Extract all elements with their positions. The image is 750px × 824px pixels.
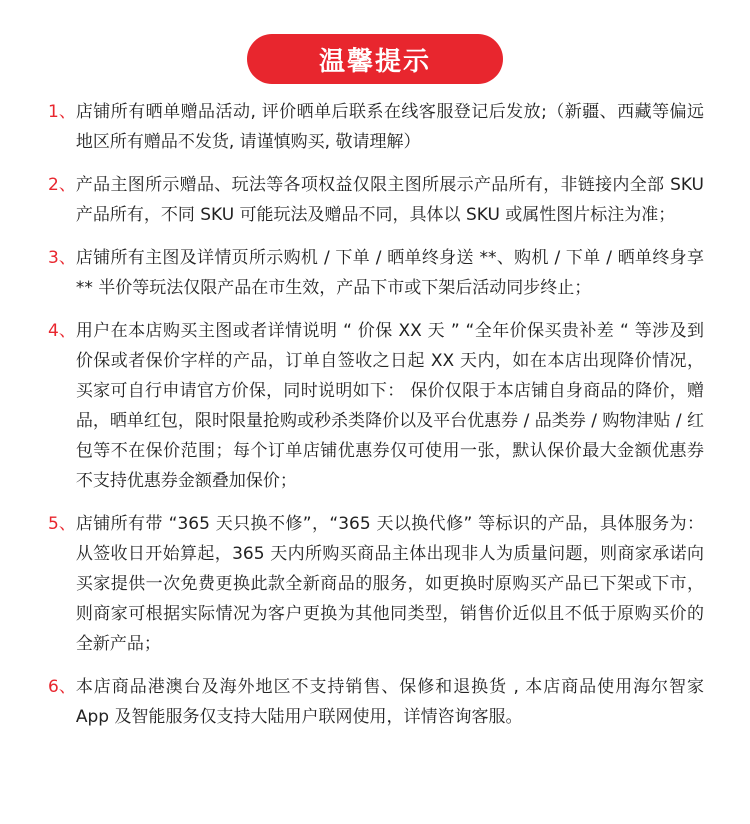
notice-item — [48, 509, 704, 659]
notice-list — [48, 97, 704, 745]
notice-item — [48, 97, 704, 157]
notice-text: 店铺所有主图及详情页所示购机 / 下单 / 晒单终身送 **、购机 / 下单 / 晒单终身享 ** 半价等玩法仅限产品在市生效，产品下市或下架后活动同步终止； — [75, 248, 704, 298]
notice-number: 2、 — [48, 175, 76, 195]
notice-item — [48, 170, 704, 230]
notice-item — [48, 243, 704, 303]
notice-text: 店铺所有晒单赠品活动, 评价晒单后联系在线客服登记后发放;（新疆、西藏等偏远地区所有赠品不发货, 请谨慎购买, 敬请理解） — [75, 102, 704, 152]
notice-number: 3、 — [48, 248, 76, 268]
notice-number: 4、 — [48, 321, 76, 341]
notice-item — [48, 316, 704, 496]
notice-number: 1、 — [48, 102, 76, 122]
notice-text: 用户在本店购买主图或者详情说明 “ 价保 XX 天 ” “全年价保买贵补差 “ 等涉及到价保或者保价字样的产品，订单自签收之日起 XX 天内，如在本店出现降价情况，买家可自行申请官方价保，同时说明如下： 保价仅限于本店铺自身商品的降价，赠品，晒单红包，限时限量抢购或秒杀类降价以及平台优惠券 / 品类券 / 购物津贴 / 红包等不在保价范围；每个订单店铺优惠券仅可使用一张，默认保价最大金额优惠券不支持优惠券金额叠加保价； — [75, 321, 704, 491]
notice-text: 本店商品港澳台及海外地区不支持销售、保修和退换货 , 本店商品使用海尔智家 App 及智能服务仅支持大陆用户联网使用，详情咨询客服。 — [75, 677, 704, 727]
notice-text: 产品主图所示赠品、玩法等各项权益仅限主图所展示产品所有，非链接内全部 SKU 产品所有，不同 SKU 可能玩法及赠品不同，具体以 SKU 或属性图片标注为准； — [75, 175, 704, 225]
page-title: 温馨提示 — [247, 34, 503, 84]
notice-number: 6、 — [48, 677, 76, 697]
notice-item — [48, 672, 704, 732]
notice-number: 5、 — [48, 514, 76, 534]
notice-text: 店铺所有带 “365 天只换不修”，“365 天以换代修” 等标识的产品，具体服务为： 从签收日开始算起，365 天内所购买商品主体出现非人为质量问题，则商家承诺向买家提供一次免费更换此款全新商品的服务，如更换时原购买产品已下架或下市，则商家可根据实际情况为客户更换为其他同类型，销售价近似且不低于原购买价的全新产品； — [75, 514, 704, 654]
title-banner — [0, 34, 750, 84]
